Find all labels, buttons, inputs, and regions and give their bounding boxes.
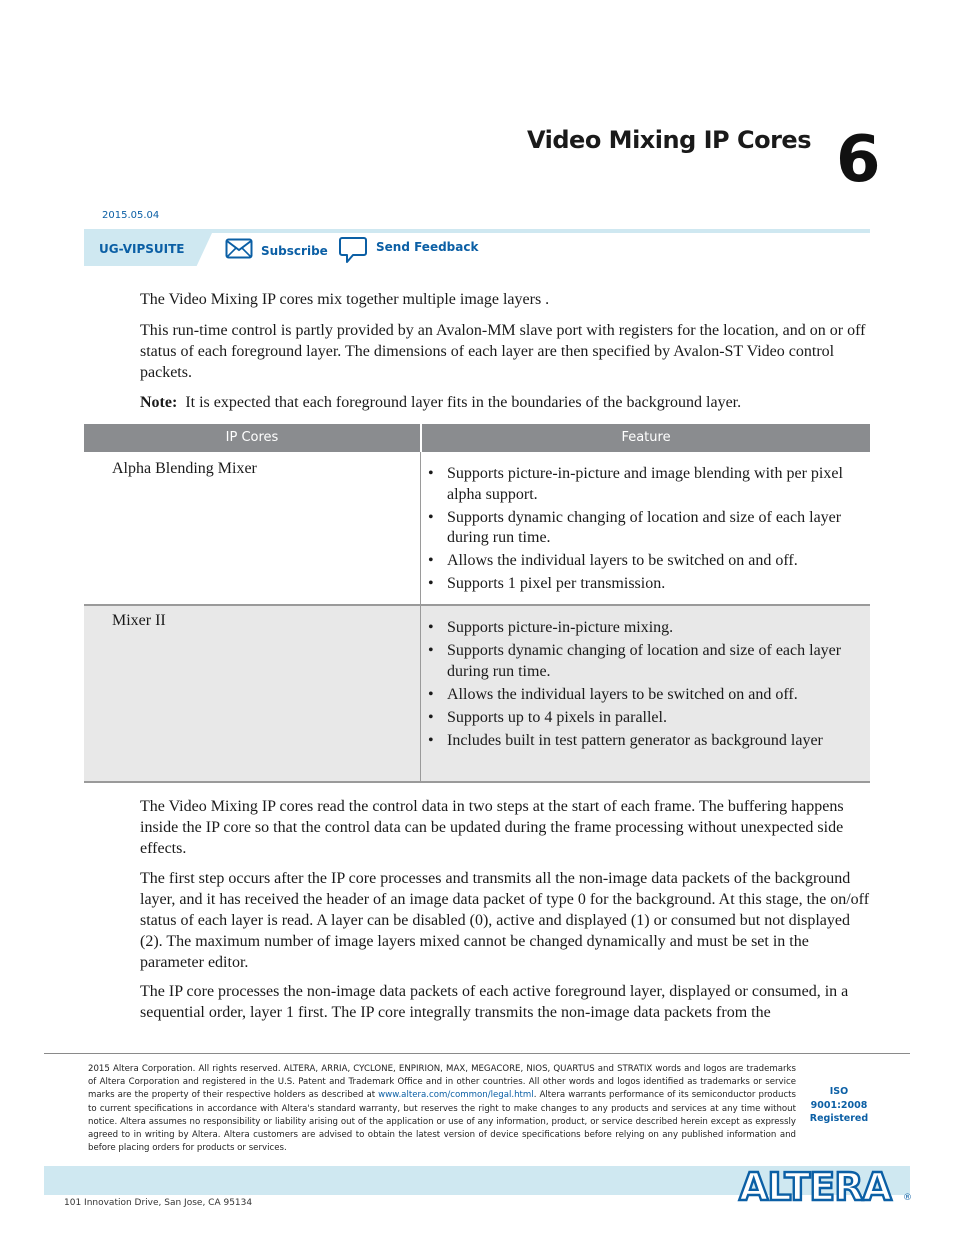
legal-text-2: . Altera warrants performance of its semiconductor products to current specifications in accordance with Altera's standard warranty, but reserves the right to make changes to any products and services at any time without notice. Altera assumes no responsibility or liability arising out of the application or use of any information, product, or service described herein except as expressly agreed to in writing by Altera. Altera customers are advised to obtain the latest version of device specifications before relying on any published information and before placing orders for products or services. (88, 1090, 797, 1154)
table-row (84, 452, 870, 606)
feature-item: • Allows the individual layers to be switched on and off. (429, 551, 849, 572)
table-row (84, 606, 870, 783)
chapter-title: Video Mixing IP Cores (527, 126, 811, 154)
feature-item: • Supports dynamic changing of location and size of each layer during run time. (429, 641, 849, 682)
send-feedback-link[interactable]: Send Feedback (376, 240, 479, 254)
ip-core-name: Mixer II (112, 612, 166, 629)
footer-rule (44, 1053, 910, 1054)
speech-bubble-icon[interactable] (338, 236, 368, 269)
feature-item: • Supports up to 4 pixels in parallel. (429, 708, 849, 729)
note-label: Note: (140, 394, 178, 411)
header-feature: Feature (621, 430, 671, 445)
column-divider (420, 606, 421, 781)
body-paragraph-1: The Video Mixing IP cores read the control data in two steps at the start of each frame. The buffering happens inside the IP core so that the control data can be updated during the frame processing without unexpected side effects. (140, 798, 844, 857)
ip-cores-table (84, 424, 870, 783)
publication-date: 2015.05.04 (102, 210, 160, 221)
envelope-icon[interactable] (225, 238, 253, 265)
feature-list (429, 618, 849, 754)
feature-item: • Supports picture-in-picture and image blending with per pixel alpha support. (429, 464, 849, 505)
feature-item: • Supports picture-in-picture mixing. (429, 618, 849, 639)
header-band (84, 229, 870, 233)
legal-text-1: 2015 Altera Corporation. All rights reserved. ALTERA, ARRIA, CYCLONE, ENPIRION, MAX, MEGACORE, NIOS, QUARTUS and STRATIX words and logos are trademarks of Altera Corporation and registered in the U.S. Patent and Trademark Office and in other countries. All other words and logos identified as trademarks or service marks are the property of their respective holders as described at (88, 1064, 796, 1101)
iso-line-3: Registered (809, 1113, 869, 1124)
iso-line-1: ISO (829, 1086, 849, 1097)
registered-mark: ® (903, 1193, 912, 1203)
ip-core-name: Alpha Blending Mixer (112, 460, 257, 477)
feature-item: • Supports dynamic changing of location and size of each layer during run time. (429, 508, 849, 549)
doc-id: UG-VIPSUITE (99, 242, 185, 256)
column-divider (420, 452, 421, 604)
table-header (84, 424, 870, 452)
feature-item: • Includes built in test pattern generator as background layer (429, 731, 849, 752)
altera-logo (737, 1164, 903, 1211)
logo-wordmark: ALTERA (739, 1165, 891, 1206)
legal-link[interactable]: www.altera.com/common/legal.html (378, 1090, 534, 1101)
note (140, 392, 872, 413)
body-paragraph-3: The IP core processes the non-image data packets of each active foreground layer, displayed or consumed, in a sequential order, layer 1 first. The IP core integrally transmits the non-image data packets from the (140, 983, 849, 1021)
header-ip-cores: IP Cores (225, 430, 279, 445)
company-address: 101 Innovation Drive, San Jose, CA 95134 (64, 1198, 253, 1208)
intro-paragraph-1: The Video Mixing IP cores mix together multiple image layers . (140, 291, 550, 308)
feature-list (429, 464, 849, 597)
intro-paragraph-2: This run-time control is partly provided by an Avalon-MM slave port with registers for the location, and on or off status of each foreground layer. The dimensions of each layer are then specified by Avalon-ST Video control packets. (140, 322, 866, 381)
subscribe-link[interactable]: Subscribe (261, 244, 328, 258)
legal-notice (88, 1063, 796, 1155)
body-paragraph-2: The first step occurs after the IP core processes and transmits all the non-image data packets of the background layer, and it has received the header of an image data packet of type 0 for the background. At this stage, the on/off status of each layer is read. A layer can be disabled (0), active and displayed (1) or consumed but not displayed (2). The maximum number of image layers mixed cannot be changed dynamically and must be set in the parameter editor. (140, 870, 870, 971)
feature-item: • Supports 1 pixel per transmission. (429, 574, 849, 595)
chapter-number: 6 (836, 123, 881, 197)
feature-item: • Allows the individual layers to be switched on and off. (429, 685, 849, 706)
iso-badge (806, 1085, 872, 1126)
note-text: It is expected that each foreground layer fits in the boundaries of the background layer. (185, 394, 742, 411)
iso-line-2: 9001:2008 (810, 1099, 868, 1111)
